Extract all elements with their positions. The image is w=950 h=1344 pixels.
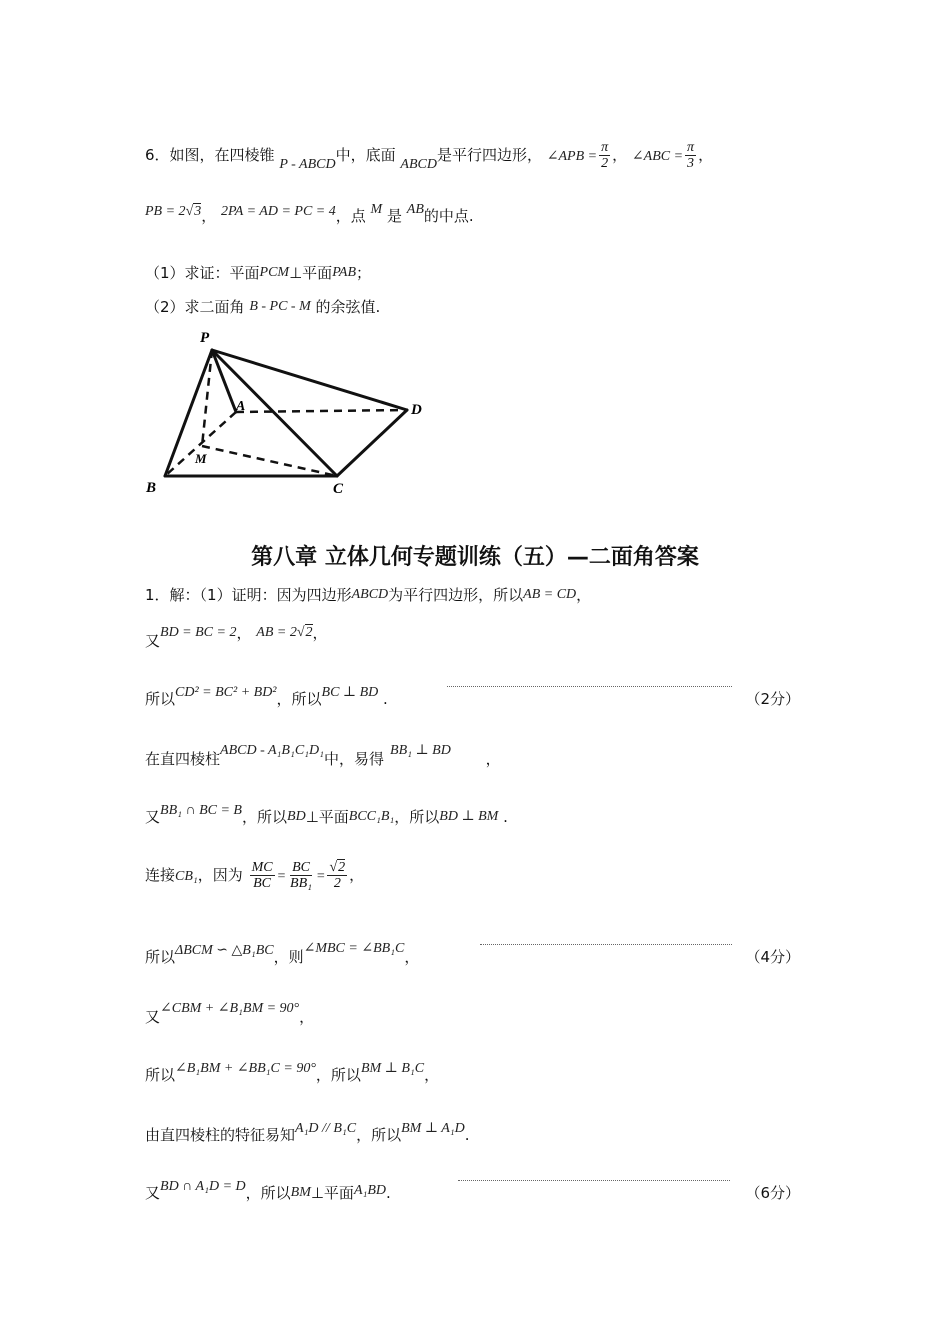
math-base: ABCD xyxy=(400,157,437,172)
math-eq: = xyxy=(276,869,287,884)
sol-line6 xyxy=(145,860,364,891)
math: BM ⊥ B₁C xyxy=(360,1061,425,1076)
math: BCC₁B₁ xyxy=(348,809,395,824)
frac-den: BC xyxy=(253,876,272,891)
math: AB = 2 xyxy=(256,625,297,640)
question-1 xyxy=(145,262,371,283)
text: 中，易得 xyxy=(324,750,385,768)
text: 如图，在四棱锥 xyxy=(169,146,275,164)
text: ，则 xyxy=(273,948,304,966)
edge-pa xyxy=(212,350,236,412)
score-4: （4分） xyxy=(745,948,800,966)
text: 又 xyxy=(145,1184,161,1202)
label-p: P xyxy=(200,330,210,346)
sqrt-2: 2 xyxy=(305,625,313,640)
text: ， xyxy=(404,948,420,966)
text: ，因为 xyxy=(197,866,243,884)
edge-mc xyxy=(202,446,337,476)
text: ， xyxy=(698,146,714,164)
label-b: B xyxy=(146,480,157,496)
problem6-line2: PB = 2√3， 2PA = AD = PC = 4，点 M 是 AB的中点. xyxy=(145,202,474,225)
text: 所以 xyxy=(145,948,176,966)
label-a: A xyxy=(236,399,246,414)
sol-line10 xyxy=(145,1121,470,1145)
text: ， xyxy=(424,1066,440,1084)
text: ，所以 xyxy=(242,808,288,826)
frac-den: 2 xyxy=(601,156,609,171)
text: ， xyxy=(612,146,628,164)
text: ，所以 xyxy=(315,1066,361,1084)
math: A₁BD xyxy=(353,1183,387,1198)
text: ⊥平面 xyxy=(305,808,349,826)
math: BD = BC = 2 xyxy=(160,625,237,640)
text: ， xyxy=(312,624,328,642)
frac-num: π xyxy=(601,140,609,155)
math-angle-abc: ∠ABC = xyxy=(631,149,684,164)
text: 由直四棱柱的特征易知 xyxy=(145,1126,296,1144)
text: ， xyxy=(299,1008,315,1026)
text: ， xyxy=(201,207,217,225)
math: ABCD - A₁B₁C₁D₁ xyxy=(220,743,324,758)
frac-den: BB₁ xyxy=(290,876,313,891)
frac-den: 3 xyxy=(687,156,695,171)
math-bpcm: B - PC - M xyxy=(249,299,311,314)
math-pb: PB = 2 xyxy=(145,204,186,219)
math-pyramid: P - ABCD xyxy=(279,157,336,172)
sol-line3 xyxy=(145,685,388,709)
text: ，所以 xyxy=(276,690,322,708)
text: （2）求二面角 xyxy=(145,298,245,316)
sol-line11 xyxy=(145,1179,391,1203)
math: BM ⊥ A₁D xyxy=(401,1121,465,1136)
sol-line4 xyxy=(145,743,501,769)
math: ∠CBM + ∠B₁BM = 90° xyxy=(160,1001,300,1016)
math-angle-apb: ∠APB = xyxy=(546,149,598,164)
sol-line7 xyxy=(145,941,420,967)
label-m: M xyxy=(195,451,207,466)
edge-cd xyxy=(337,410,407,476)
text: . xyxy=(383,690,388,708)
text: ⊥平面 xyxy=(310,1184,354,1202)
math: A₁D // B₁C xyxy=(295,1121,357,1136)
math: CB₁ xyxy=(175,869,198,884)
math: BC ⊥ BD xyxy=(321,685,379,700)
text: 是 xyxy=(386,207,402,225)
math: ΔBCM ∽ △B₁BC xyxy=(175,943,274,958)
frac-num: π xyxy=(687,140,695,155)
score-2: （2分） xyxy=(745,690,800,708)
math: BM xyxy=(290,1185,311,1200)
text: 为平行四边形，所以 xyxy=(388,586,524,604)
text: ， xyxy=(576,586,592,604)
math: AB = CD xyxy=(523,587,577,602)
text: . xyxy=(464,1126,470,1144)
pyramid-figure xyxy=(140,322,440,502)
math: ABCD xyxy=(351,587,389,602)
text: 连接 xyxy=(145,866,176,884)
text: 又 xyxy=(145,1008,161,1026)
frac-sqrt2-2: $\frac{√2}{2}$ xyxy=(329,860,346,891)
text: 所以 xyxy=(145,1066,176,1084)
text: . xyxy=(503,808,508,826)
text: 又 xyxy=(145,808,161,826)
text: （1）求证：平面 xyxy=(145,264,260,282)
text: 1．解：（1）证明：因为四边形 xyxy=(145,586,352,604)
text: ，所以 xyxy=(245,1184,291,1202)
math: ∠MBC = ∠BB₁C xyxy=(303,941,405,956)
problem-number: 6． xyxy=(145,146,170,164)
text: ， xyxy=(349,866,365,884)
answer-title: 第八章 立体几何专题训练（五）—二面角答案 xyxy=(251,545,699,570)
math-m: M xyxy=(370,202,383,217)
text: 的余弦值. xyxy=(315,298,381,316)
frac-num: 2 xyxy=(338,860,346,875)
math-eq: = xyxy=(316,869,326,884)
math: BD xyxy=(287,809,306,824)
math: BD ∩ A₁D = D xyxy=(160,1179,246,1194)
frac-num: BC xyxy=(292,860,310,875)
text: 是平行四边形， xyxy=(436,146,542,164)
frac-bc-bb1 xyxy=(288,860,314,891)
text: 的中点. xyxy=(423,207,474,225)
sol-line9 xyxy=(145,1061,440,1085)
text: ， xyxy=(236,624,252,642)
text: ，所以 xyxy=(394,808,440,826)
problem6-line1 xyxy=(145,140,713,171)
sqrt-3: 3 xyxy=(194,204,202,219)
sol-line5 xyxy=(145,803,508,827)
sol-line2: 又BD = BC = 2， AB = 2√2， xyxy=(145,624,328,650)
math: CD² = BC² + BD² xyxy=(175,685,277,700)
math-pcm: PCM xyxy=(259,265,290,280)
question-2 xyxy=(145,296,380,317)
leader-dots xyxy=(458,1180,730,1181)
text: 中，底面 xyxy=(335,146,396,164)
text: 所以 xyxy=(145,690,176,708)
label-c: C xyxy=(333,481,344,497)
math-ab: AB xyxy=(406,202,424,217)
text: 又 xyxy=(145,632,161,650)
math-lengths: 2PA = AD = PC = 4 xyxy=(221,204,336,219)
text: 在直四棱柱 xyxy=(145,750,221,768)
math-pab: PAB xyxy=(332,265,357,280)
math: BB₁ ∩ BC = B xyxy=(160,803,242,818)
edge-ad xyxy=(236,410,407,412)
score-6: （6分） xyxy=(745,1184,800,1202)
frac-pi-2 xyxy=(599,140,610,171)
frac-mc-bc xyxy=(250,860,275,891)
math: BD ⊥ BM xyxy=(439,809,499,824)
leader-dots xyxy=(447,686,732,687)
leader-dots xyxy=(480,944,732,945)
frac-pi-3 xyxy=(685,140,696,171)
text: ⊥平面 xyxy=(289,264,333,282)
frac-num: MC xyxy=(251,860,273,875)
text: ； xyxy=(356,264,372,282)
math: ∠B₁BM + ∠BB₁C = 90° xyxy=(175,1061,316,1076)
sol-line1 xyxy=(145,584,591,605)
frac-den: 2 xyxy=(333,876,341,891)
text: ，点 xyxy=(335,207,366,225)
text: ， xyxy=(485,750,501,768)
sol-line8 xyxy=(145,1001,315,1027)
label-d: D xyxy=(411,402,422,418)
text: . xyxy=(386,1184,391,1202)
math: BB₁ ⊥ BD xyxy=(390,743,451,758)
text: ，所以 xyxy=(356,1126,402,1144)
